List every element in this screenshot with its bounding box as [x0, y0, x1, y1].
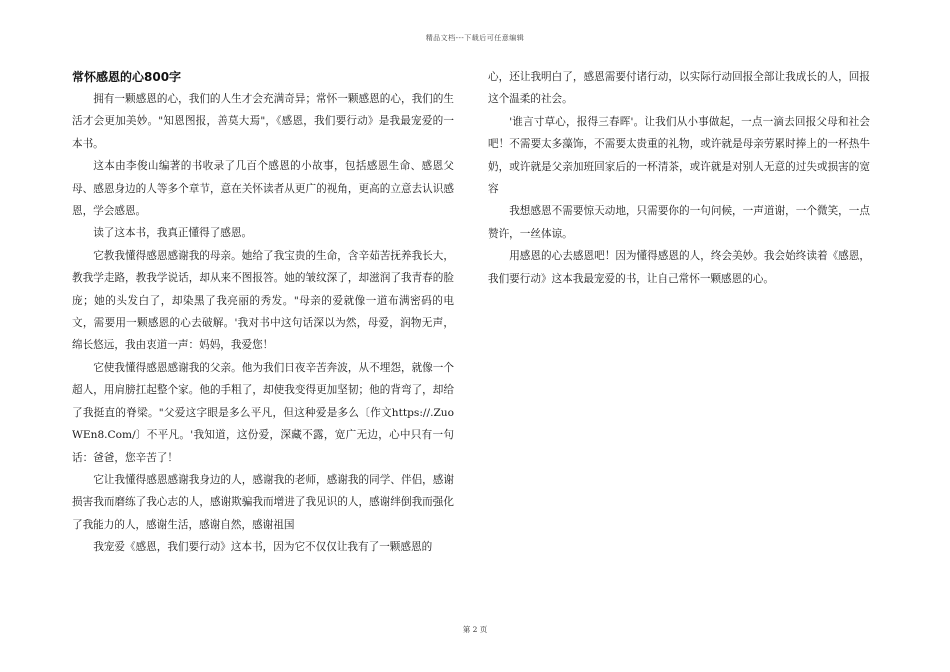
paragraph-conclusion: 用感恩的心去感恩吧！因为懂得感恩的人，终会美妙。我会始终读着《感恩，我们要行动》这本我最宠爱的书，让自己常怀一颗感恩的心。: [488, 250, 870, 285]
paragraph-book-summary: 这本由李俊山编著的书收录了几百个感恩的小故事，包括感恩生命、感恩父母、感恩身边的人等多个章节，意在关怀读者从更广的视角，更高的立意去认识感恩，学会感恩。: [72, 160, 454, 218]
right-column: [488, 66, 870, 290]
paragraph-favorite-book: 我宠爱《感恩，我们要行动》这本书，因为它不仅仅让我有了一颗感恩的: [93, 541, 433, 554]
paragraph-continuation: 心，还让我明白了，感恩需要付诸行动，以实际行动回报全部让我成长的人，回报这个温柔的社会。: [488, 71, 870, 106]
paragraph-small-gestures: 我想感恩不需要惊天动地，只需要你的一句问候，一声道谢，一个微笑，一点赞许，一丝体谅。: [488, 205, 870, 240]
paragraph-intro: 拥有一颗感恩的心，我们的人生才会充满奇异；常怀一颗感恩的心，我们的生活才会更加美妙。"知恩图报，善莫大焉"，《感恩，我们要行动》是我最宠爱的一本书。: [72, 93, 454, 150]
left-column: [72, 66, 454, 559]
page-number: 第 2 页: [462, 625, 488, 634]
paragraph-people-around: 它让我懂得感恩感谢我身边的人，感谢我的老师，感谢我的同学、伴侣，感谢损害我而磨练了我心志的人，感谢欺骗我而增进了我见识的人，感谢绊倒我而强化了我能力的人，感谢生活，感谢自然，感谢祖国: [72, 473, 454, 531]
paragraph-action: '谁言寸草心，报得三春晖'。让我们从小事做起，一点一滴去回报父母和社会吧！不需要太多藻饰，不需要太贵重的礼物，或许就是母亲劳累时捧上的一杯热牛奶，或许就是父亲加班回家后的一杯清茶，或许就是对别人无意的过失或损害的宽容: [488, 115, 870, 196]
article-title: 常怀感恩的心800字: [72, 70, 182, 84]
page-header-note: 精品文档---下载后可任意编辑: [425, 34, 525, 42]
paragraph-father: 它使我懂得感恩感谢我的父亲。他为我们日夜辛苦奔波，从不埋怨，就像一个超人，用肩膀扛起整个家。他的手粗了，却使我变得更加坚韧；他的背弯了，却给了我挺直的脊梁。"父爱这字眼是多么平凡，但这种爱是多么〔作文https://.ZuoWEn8.Com/〕不平凡。'我知道，这份爱，深藏不露，宽广无边，心中只有一句话：爸爸，您辛苦了！: [72, 361, 454, 464]
paragraph-understanding: 读了这本书，我真正懂得了感恩。: [93, 227, 253, 240]
paragraph-mother: 它教我懂得感恩感谢我的母亲。她给了我宝贵的生命，含辛茹苦抚养我长大，教我学走路，教我学说话，却从来不图报答。她的皱纹深了，却滋润了我青春的脸庞；她的头发白了，却染黑了我亮丽的秀发。"母亲的爱就像一道布满密码的电文，需要用一颗感恩的心去破解。'我对书中这句话深以为然，母爱，润物无声，绵长悠远，我由衷道一声：妈妈，我爱您！: [72, 249, 454, 352]
